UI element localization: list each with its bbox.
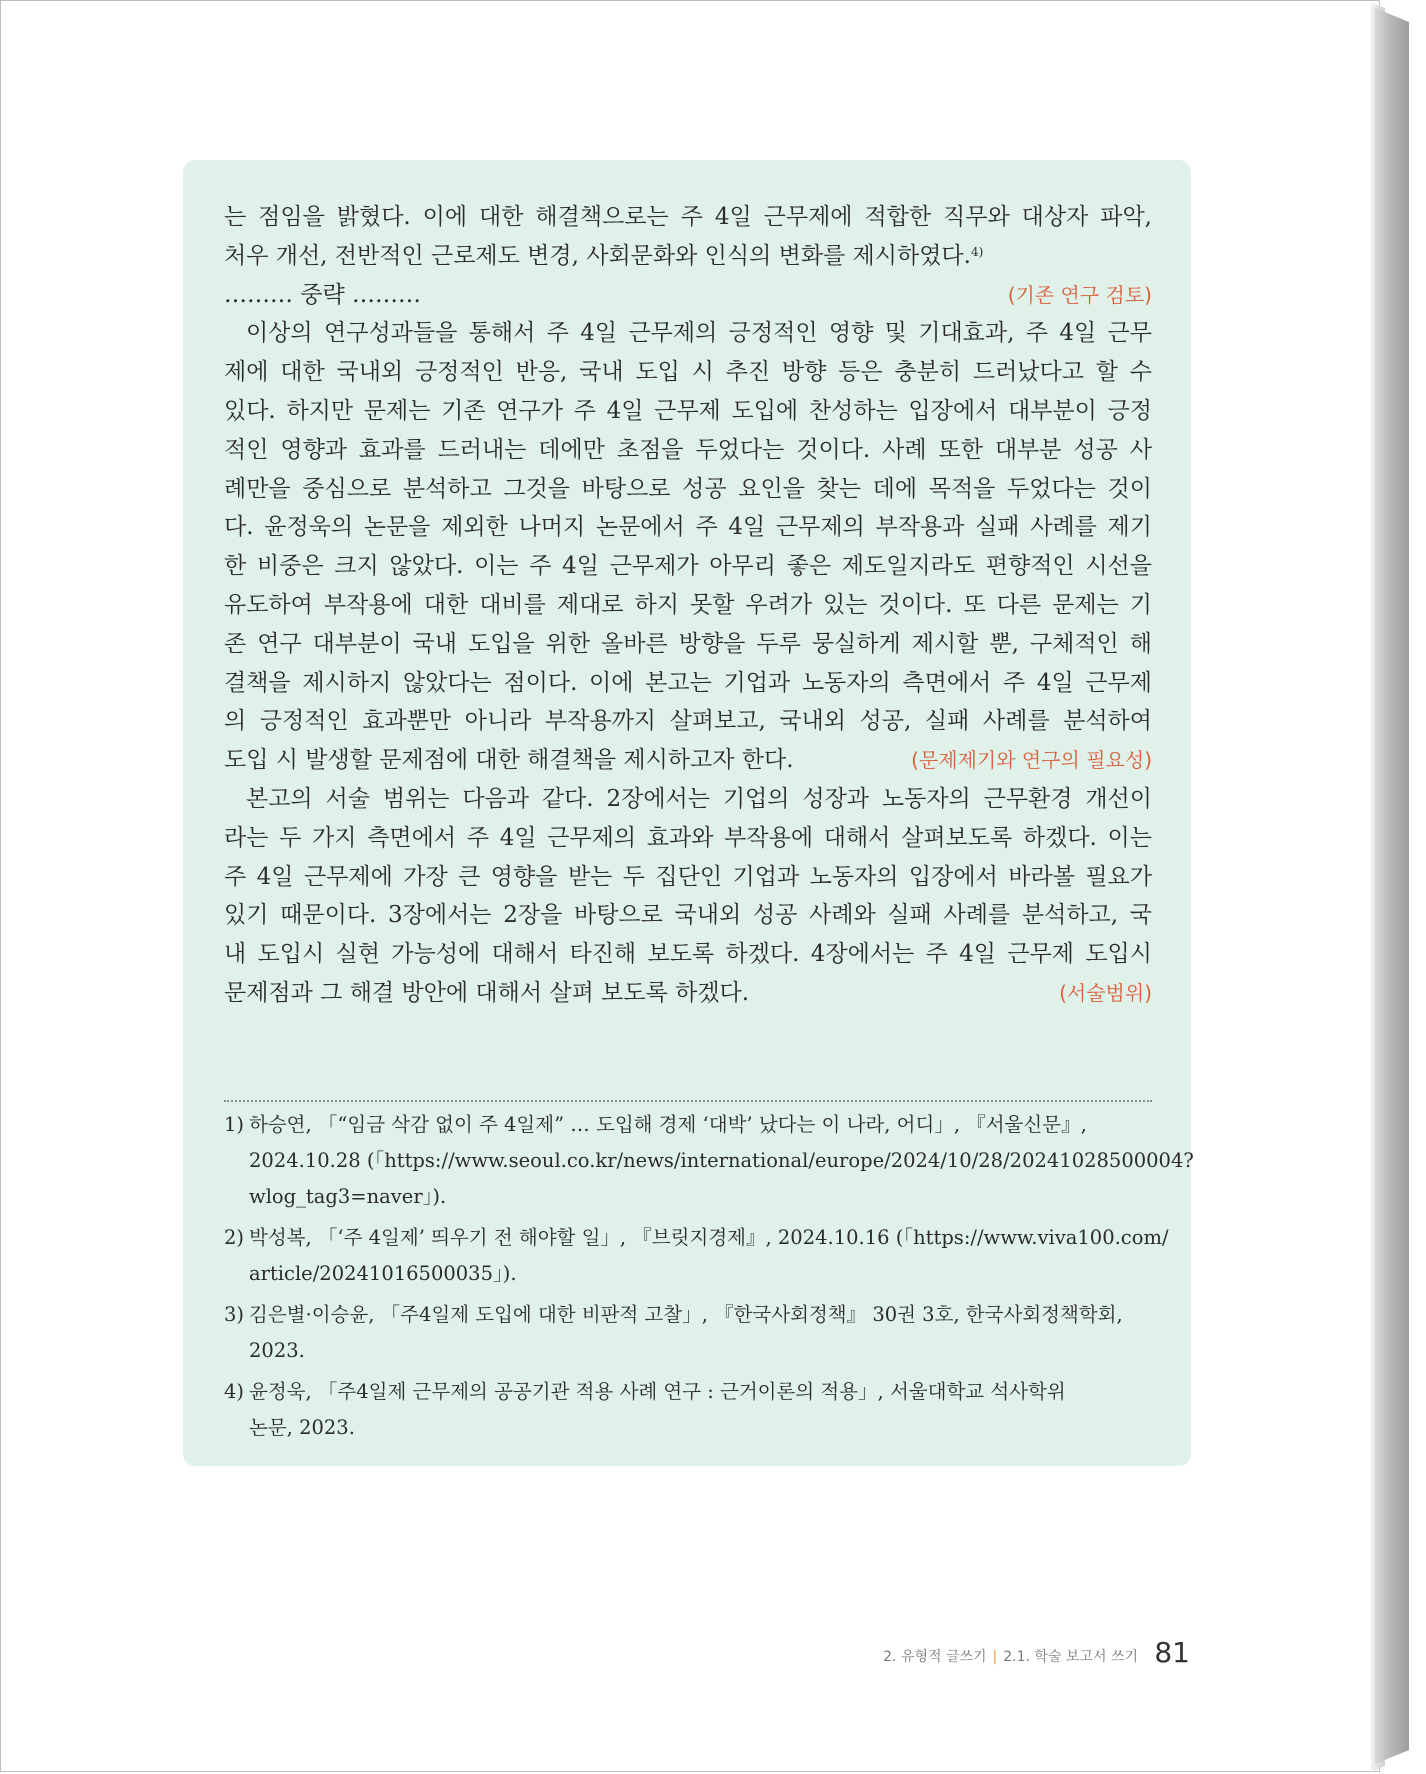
body-line: 처우 개선, 전반적인 근로제도 변경, 사회문화와 인식의 변화를 제시하였다.$^{4)}$ bbox=[224, 242, 984, 269]
body-line: 이상의 연구성과들을 통해서 주 4일 근무제의 긍정적인 영향 및 기대효과, 주 4일 근무 bbox=[246, 320, 1152, 347]
running-footer bbox=[883, 1646, 1138, 1666]
body-line: 본고의 서술 범위는 다음과 같다. 2장에서는 기업의 성장과 노동자의 근무환경 개선이 bbox=[246, 785, 1152, 812]
report-body bbox=[224, 198, 1152, 1013]
body-line: 있기 때문이다. 3장에서는 2장을 바탕으로 국내외 성공 사례와 실패 사례를 분석하고, 국 bbox=[224, 902, 1152, 929]
body-line: 라는 두 가지 측면에서 주 4일 근무제의 효과와 부작용에 대해서 살펴보도록 하겠다. 이는 bbox=[224, 824, 1152, 851]
footnote-line: 2023. bbox=[249, 1339, 305, 1362]
footnote-line: 2024.10.28 (「https://www.seoul.co.kr/news/international/europe/2024/10/28/20241028500004? bbox=[249, 1149, 1194, 1172]
page-footer bbox=[790, 1636, 1190, 1676]
body-line: 다. 윤정욱의 논문을 제외한 나머지 논문에서 주 4일 근무제의 부작용과 실패 사례를 제기 bbox=[224, 514, 1152, 541]
body-line: 문제점과 그 해결 방안에 대해서 살펴 보도록 하겠다. (서술범위) bbox=[224, 974, 1152, 1013]
body-line: 내 도입시 실현 가능성에 대해서 타진해 보도록 하겠다. 4장에서는 주 4일 근무제 도입시 bbox=[224, 941, 1152, 968]
footnote-line: 김은별·이승윤, 「주4일제 도입에 대한 비판적 고찰」, 『한국사회정책』 30권 3호, 한국사회정책학회, bbox=[249, 1303, 1123, 1326]
footnote-line: 윤정욱, 「주4일제 근무제의 공공기관 적용 사례 연구 : 근거이론의 적용」, 서울대학교 석사학위 bbox=[249, 1380, 1066, 1403]
footer-chapter: 2. 유형적 글쓰기 bbox=[883, 1649, 987, 1665]
footnote-number: 4) bbox=[224, 1380, 245, 1403]
body-line: 한 비중은 크지 않았다. 이는 주 4일 근무제가 아무리 좋은 제도일지라도 편향적인 시선을 bbox=[224, 553, 1152, 580]
body-line: 는 점임을 밝혔다. 이에 대한 해결책으로는 주 4일 근무제에 적합한 직무와 대상자 파악, bbox=[224, 204, 1152, 230]
footnote-line: 박성복, 「‘주 4일제’ 띄우기 전 해야할 일」, 『브릿지경제』, 2024.10.16 (「https://www.viva100.com/ bbox=[249, 1226, 1169, 1249]
footnote-number: 2) bbox=[224, 1226, 245, 1249]
footnote-1 bbox=[224, 1107, 1194, 1215]
body-line: 제에 대한 국내외 긍정적인 반응, 국내 도입 시 추진 방향 등은 충분히 드러났다고 할 수 bbox=[224, 359, 1152, 386]
footer-separator: | bbox=[992, 1649, 998, 1665]
footnote-3 bbox=[224, 1297, 1152, 1369]
footnote-line: 논문, 2023. bbox=[249, 1416, 355, 1439]
footnotes bbox=[224, 1107, 1194, 1451]
footer-section: 2.1. 학술 보고서 쓰기 bbox=[1003, 1649, 1138, 1665]
footnote-line: 하승연, 「“임금 삭감 없이 주 4일제” … 도입해 경제 ‘대박’ 났다는 이 나라, 어디」, 『서울신문』, bbox=[249, 1113, 1087, 1136]
body-line: 유도하여 부작용에 대한 대비를 제대로 하지 못할 우려가 있는 것이다. 또 다른 문제는 기 bbox=[224, 591, 1152, 618]
body-line: ……… 중략 ……… (기존 연구 검토) bbox=[224, 276, 1152, 315]
footnote-divider bbox=[224, 1100, 1152, 1102]
body-line: 있다. 하지만 문제는 기존 연구가 주 4일 근무제 도입에 찬성하는 입장에서 대부분이 긍정 bbox=[224, 397, 1152, 424]
footnote-4 bbox=[224, 1374, 1152, 1446]
body-line: 결책을 제시하지 않았다는 점이다. 이에 본고는 기업과 노동자의 측면에서 주 4일 근무제 bbox=[224, 669, 1152, 696]
footnote-2 bbox=[224, 1220, 1169, 1292]
body-line: 주 4일 근무제에 가장 큰 영향을 받는 두 집단인 기업과 노동자의 입장에서 바라볼 필요가 bbox=[224, 863, 1152, 890]
body-line: 도입 시 발생할 문제점에 대한 해결책을 제시하고자 한다. (문제제기와 연구의 필요성) bbox=[224, 741, 1152, 780]
body-line: 적인 영향과 효과를 드러내는 데에만 초점을 두었다는 것이다. 사례 또한 대부분 성공 사 bbox=[224, 436, 1152, 463]
body-line: 존 연구 대부분이 국내 도입을 위한 올바른 방향을 두루 뭉실하게 제시할 뿐, 구체적인 해 bbox=[224, 630, 1152, 657]
body-line: 례만을 중심으로 분석하고 그것을 바탕으로 성공 요인을 찾는 데에 목적을 두었다는 것이 bbox=[224, 475, 1152, 502]
page-number: 81 bbox=[1154, 1636, 1190, 1669]
tag-problem-necessity: (문제제기와 연구의 필요성) bbox=[911, 748, 1152, 773]
footnote-number: 1) bbox=[224, 1113, 245, 1136]
footnote-line: wlog_tag3=naver」). bbox=[249, 1185, 447, 1208]
footnote-line: article/20241016500035」). bbox=[249, 1262, 517, 1285]
body-line: 의 긍정적인 효과뿐만 아니라 부작용까지 살펴보고, 국내외 성공, 실패 사례를 분석하여 bbox=[224, 708, 1152, 735]
footnote-ref: 4) bbox=[970, 244, 984, 259]
tag-literature-review: (기존 연구 검토) bbox=[1007, 282, 1152, 307]
page-stack-edge bbox=[1375, 8, 1409, 1764]
tag-scope: (서술범위) bbox=[1059, 980, 1152, 1005]
footnote-number: 3) bbox=[224, 1303, 245, 1326]
